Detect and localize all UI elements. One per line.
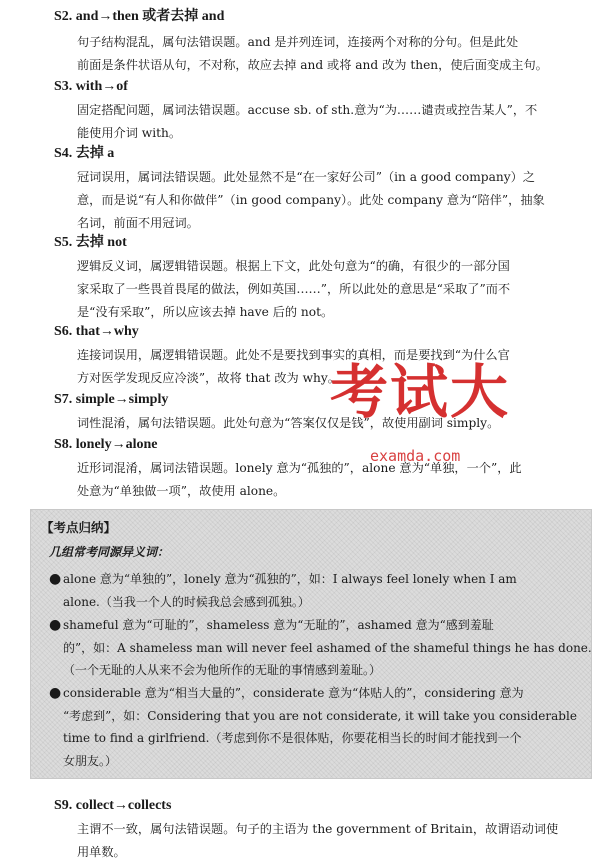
section-heading-s2: S2. and→then 或者去掉 and bbox=[54, 9, 225, 24]
text-line: 能使用介词 with。 bbox=[77, 126, 182, 140]
text-line: 句子结构混乱，属句法错误题。and 是并列连词，连接两个对称的分句。但是此处 bbox=[77, 35, 519, 49]
text-line: 女朋友。） bbox=[63, 753, 118, 768]
section-heading-s8: S8. lonely→alone bbox=[54, 437, 158, 452]
section-body-s2 bbox=[77, 31, 591, 77]
text-line: 名词，前面不用冠词。 bbox=[77, 216, 199, 230]
section-heading-s3: S3. with→of bbox=[54, 79, 128, 94]
bullet-icon: ● bbox=[49, 617, 62, 633]
text-line: （一个无耻的人从来不会为他所作的无耻的事情感到羞耻。） bbox=[63, 663, 382, 677]
summary-item bbox=[49, 614, 592, 682]
text-line: 处意为“单独做一项”，故使用 alone。 bbox=[77, 484, 286, 498]
text-line: 主谓不一致，属句法错误题。句子的主语为 the government of Britain，故谓语动词使 bbox=[77, 822, 559, 836]
watermark-url: examda.com bbox=[370, 447, 461, 465]
section-body-s9 bbox=[77, 818, 591, 864]
text-line: 是“没有采取”，所以应该去掉 have 后的 not。 bbox=[77, 305, 334, 319]
text-line: 方对医学发现反应冷淡”，故将 that 改为 why。 bbox=[77, 371, 340, 385]
section-heading-s4: S4. 去掉 a bbox=[54, 146, 115, 161]
text-line: shameful 意为“可耻的”，shameless 意为“无耻的”，ashamed 意为“感到羞耻 bbox=[63, 618, 494, 632]
section-body-s7 bbox=[77, 412, 591, 435]
section-body-s4 bbox=[77, 166, 591, 235]
section-body-s6 bbox=[77, 344, 591, 390]
text-line: considerable 意为“相当大量的”，considerate 意为“体贴人的”，considering 意为 bbox=[63, 686, 524, 700]
text-line: 词性混淆，属句法错误题。此处句意为“答案仅仅是钱”，故使用副词 simply。 bbox=[77, 416, 500, 430]
section-body-s8 bbox=[77, 457, 591, 503]
text-line: 冠词误用，属词法错误题。此处显然不是“在一家好公司”（in a good company）之 bbox=[77, 170, 535, 184]
watermark-text: 考试大 bbox=[330, 358, 511, 426]
text-line: 的”，如：A shameless man will never feel ashamed of the shameful things he has done. bbox=[63, 640, 592, 655]
text-line: alone 意为“单独的”，lonely 意为“孤独的”，如：I always feel lonely when I am bbox=[63, 572, 517, 586]
summary-item bbox=[49, 568, 583, 613]
section-body-s5 bbox=[77, 255, 591, 324]
summary-title: 【考点归纳】 bbox=[41, 520, 117, 535]
summary-item bbox=[49, 682, 583, 772]
text-line: 逻辑反义词，属逻辑错误题。根据上下文，此处句意为“的确，有很少的一部分国 bbox=[77, 259, 510, 273]
text-line: 连接词误用，属逻辑错误题。此处不是要找到事实的真相，而是要找到“为什么官 bbox=[77, 348, 510, 362]
section-heading-s7: S7. simple→simply bbox=[54, 392, 169, 407]
section-body-s3 bbox=[77, 99, 591, 145]
section-heading-s6: S6. that→why bbox=[54, 324, 139, 339]
section-heading-s9: S9. collect→collects bbox=[54, 798, 172, 813]
bullet-icon: ● bbox=[49, 685, 62, 701]
bullet-icon: ● bbox=[49, 571, 62, 587]
text-line: 意，而是说“有人和你做伴”（in good company）。此处 company 意为“陪伴”，抽象 bbox=[77, 193, 545, 207]
section-heading-s5: S5. 去掉 not bbox=[54, 235, 127, 250]
text-line: 前面是条件状语从句，不对称，故应去掉 and 或将 and 改为 then，使后面变成主句。 bbox=[77, 58, 548, 72]
text-line: time to find a girlfriend.（考虑到你不是很体贴，你要花相当长的时间才能找到一个 bbox=[63, 731, 522, 745]
text-line: alone.（当我一个人的时候我总会感到孤独。） bbox=[63, 594, 310, 609]
summary-box bbox=[30, 509, 592, 779]
summary-subtitle: 几组常考同源异义词： bbox=[49, 545, 170, 559]
text-line: “考虑到”，如：Considering that you are not considerate, it will take you considerable bbox=[63, 708, 577, 723]
text-line: 用单数。 bbox=[77, 845, 126, 859]
text-line: 近形词混淆，属词法错误题。lonely 意为“孤独的”，alone 意为“单独，一个”，此 bbox=[77, 461, 522, 475]
text-line: 家采取了一些畏首畏尾的做法，例如英国……”，所以此处的意思是“采取了”而不 bbox=[77, 282, 511, 296]
text-line: 固定搭配问题，属词法错误题。accuse sb. of sth.意为“为……谴责或控告某人”，不 bbox=[77, 103, 538, 117]
